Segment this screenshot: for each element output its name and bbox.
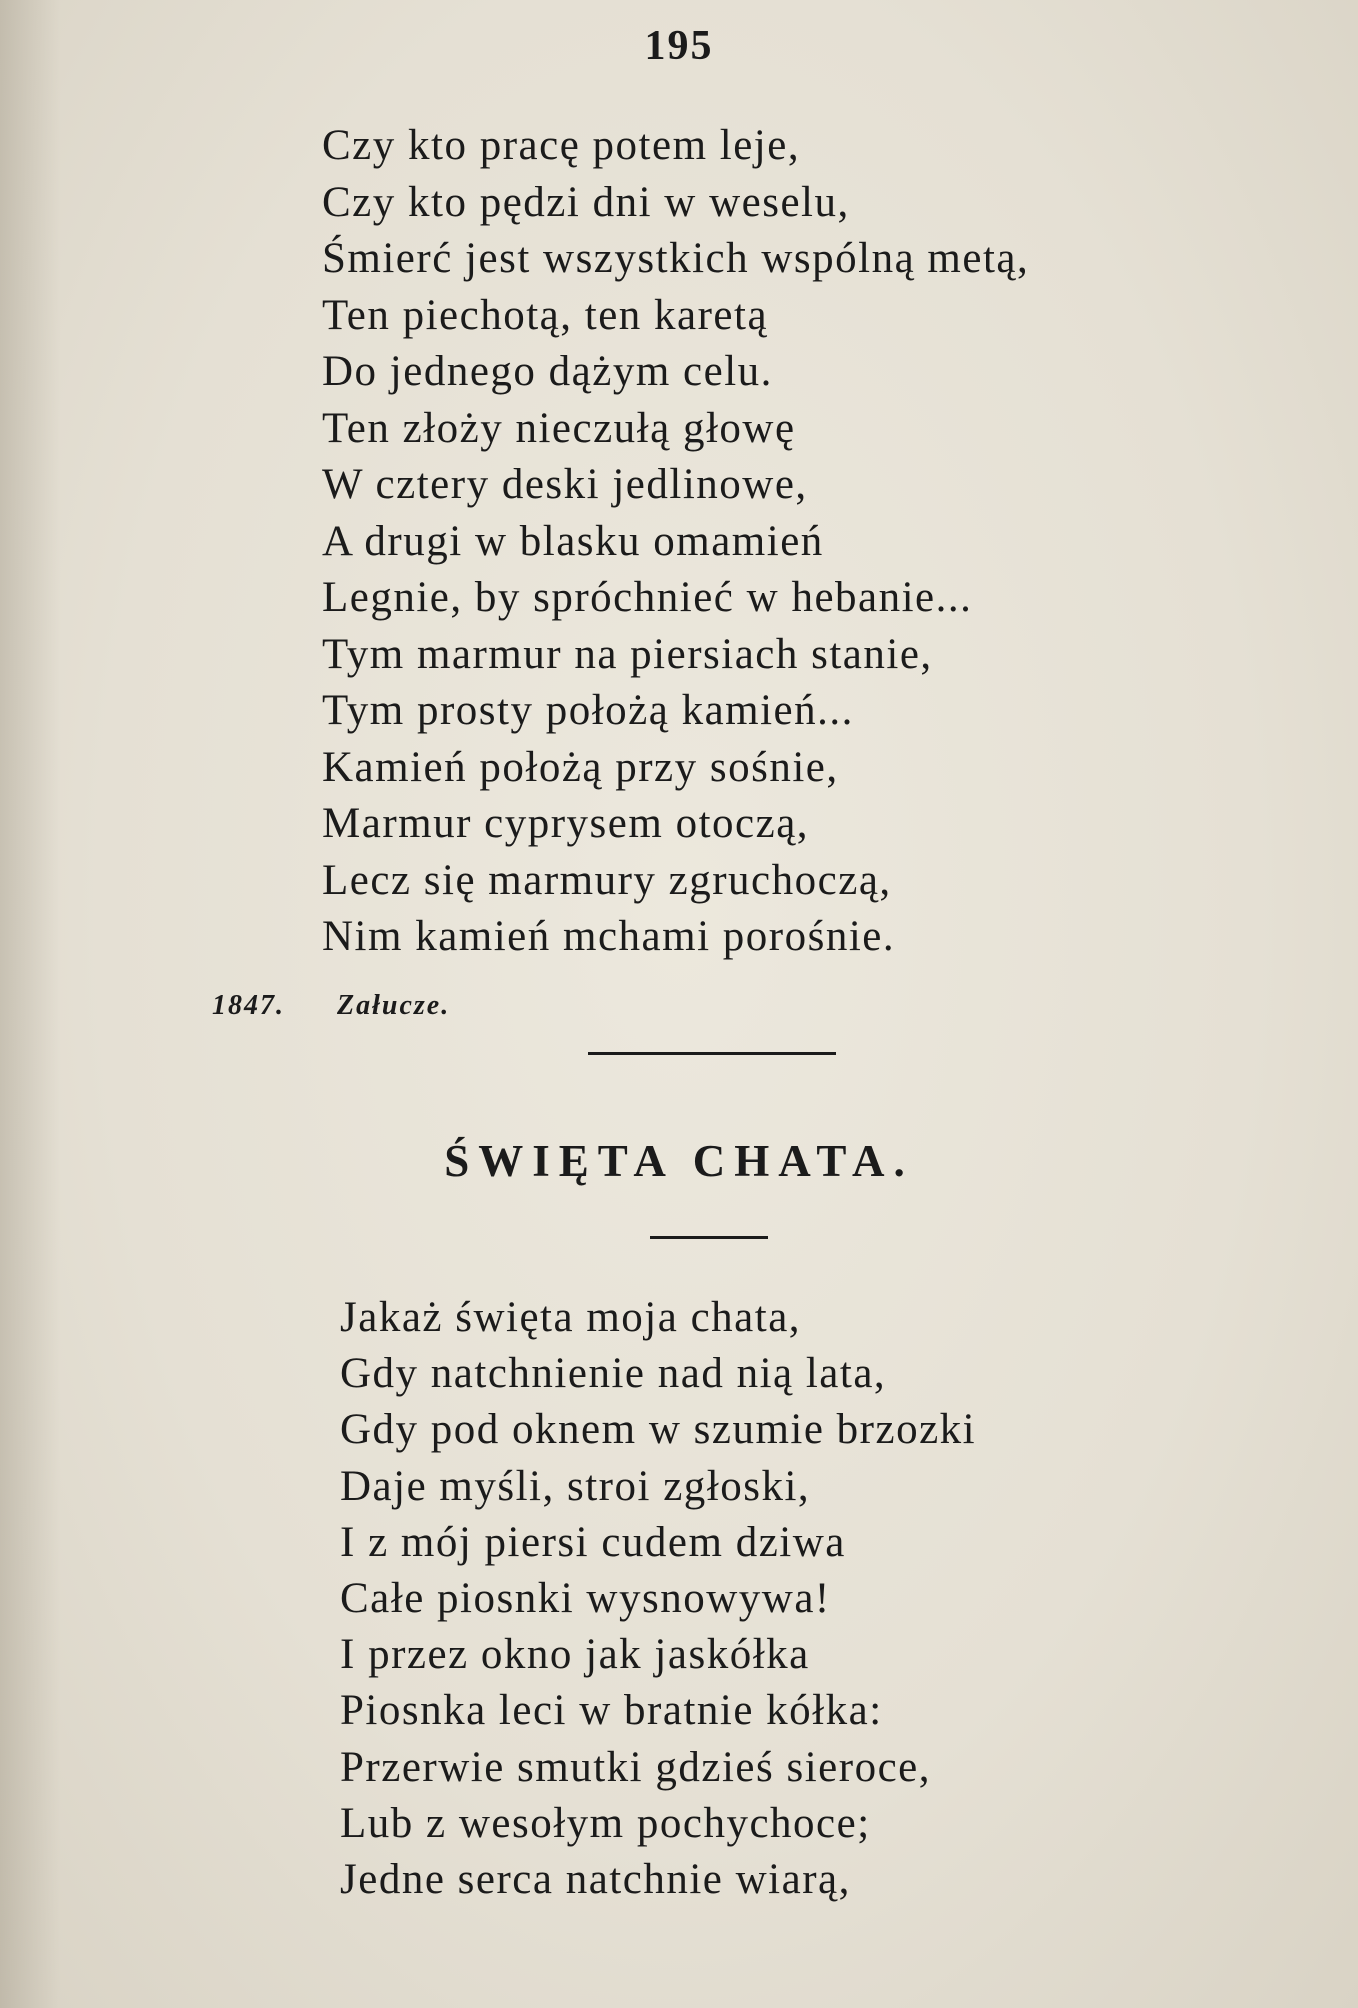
verse-line: Ten piechotą, ten karetą — [322, 291, 769, 339]
signature-place: Załucze. — [337, 990, 451, 1021]
verse-line: Przerwie smutki gdzieś sieroce, — [340, 1743, 931, 1791]
verse-line: Daje myśli, stroi zgłoski, — [340, 1462, 811, 1510]
verse-line: I z mój piersi cudem dziwa — [340, 1518, 846, 1566]
verse-line: Legnie, by spróchnieć w hebanie... — [322, 574, 973, 621]
verse-line: Lub z wesołym pochychoce; — [340, 1799, 871, 1847]
signature-year: 1847. — [212, 990, 285, 1021]
verse-line: Gdy natchnienie nad nią lata, — [340, 1350, 887, 1398]
verse-line: Marmur cyprysem otoczą, — [322, 800, 810, 847]
date-place-signature — [212, 990, 450, 1022]
verse-line: Gdy pod oknem w szumie brzozki — [340, 1406, 977, 1454]
verse-line: W cztery deski jedlinowe, — [322, 461, 808, 508]
verse-line: A drugi w blasku omamień — [322, 517, 824, 565]
page-number: 195 — [644, 23, 714, 69]
verse-line: Lecz się marmury zgruchoczą, — [322, 856, 892, 904]
verse-line: Całe piosnki wysnowywa! — [340, 1574, 831, 1622]
verse-line: Czy kto pracę potem leje, — [322, 122, 801, 169]
poem-stanza-1 — [322, 118, 1029, 966]
poem-stanza-2 — [340, 1290, 976, 1908]
verse-line: Czy kto pędzi dni w weselu, — [322, 178, 850, 226]
verse-line: Tym marmur na piersiach stanie, — [322, 630, 933, 678]
verse-line: Śmierć jest wszystkich wspólną metą, — [322, 235, 1030, 282]
poem-title: ŚWIĘTA CHATA. — [444, 1136, 914, 1186]
verse-line: Piosnka leci w bratnie kółka: — [340, 1687, 883, 1735]
verse-line: I przez okno jak jaskółka — [340, 1631, 810, 1679]
verse-line: Kamień położą przy sośnie, — [322, 743, 839, 791]
verse-line: Jakaż święta moja chata, — [340, 1294, 802, 1341]
verse-line: Tym prosty położą kamień... — [322, 687, 854, 734]
spine-shadow — [0, 0, 60, 2008]
verse-line: Do jednego dążym celu. — [322, 348, 773, 395]
section-divider — [588, 1052, 836, 1055]
verse-line: Nim kamień mchami porośnie. — [322, 913, 896, 960]
verse-line: Ten złoży nieczułą głowę — [322, 404, 796, 452]
verse-line: Jedne serca natchnie wiarą, — [340, 1855, 851, 1903]
title-underline — [650, 1236, 768, 1239]
